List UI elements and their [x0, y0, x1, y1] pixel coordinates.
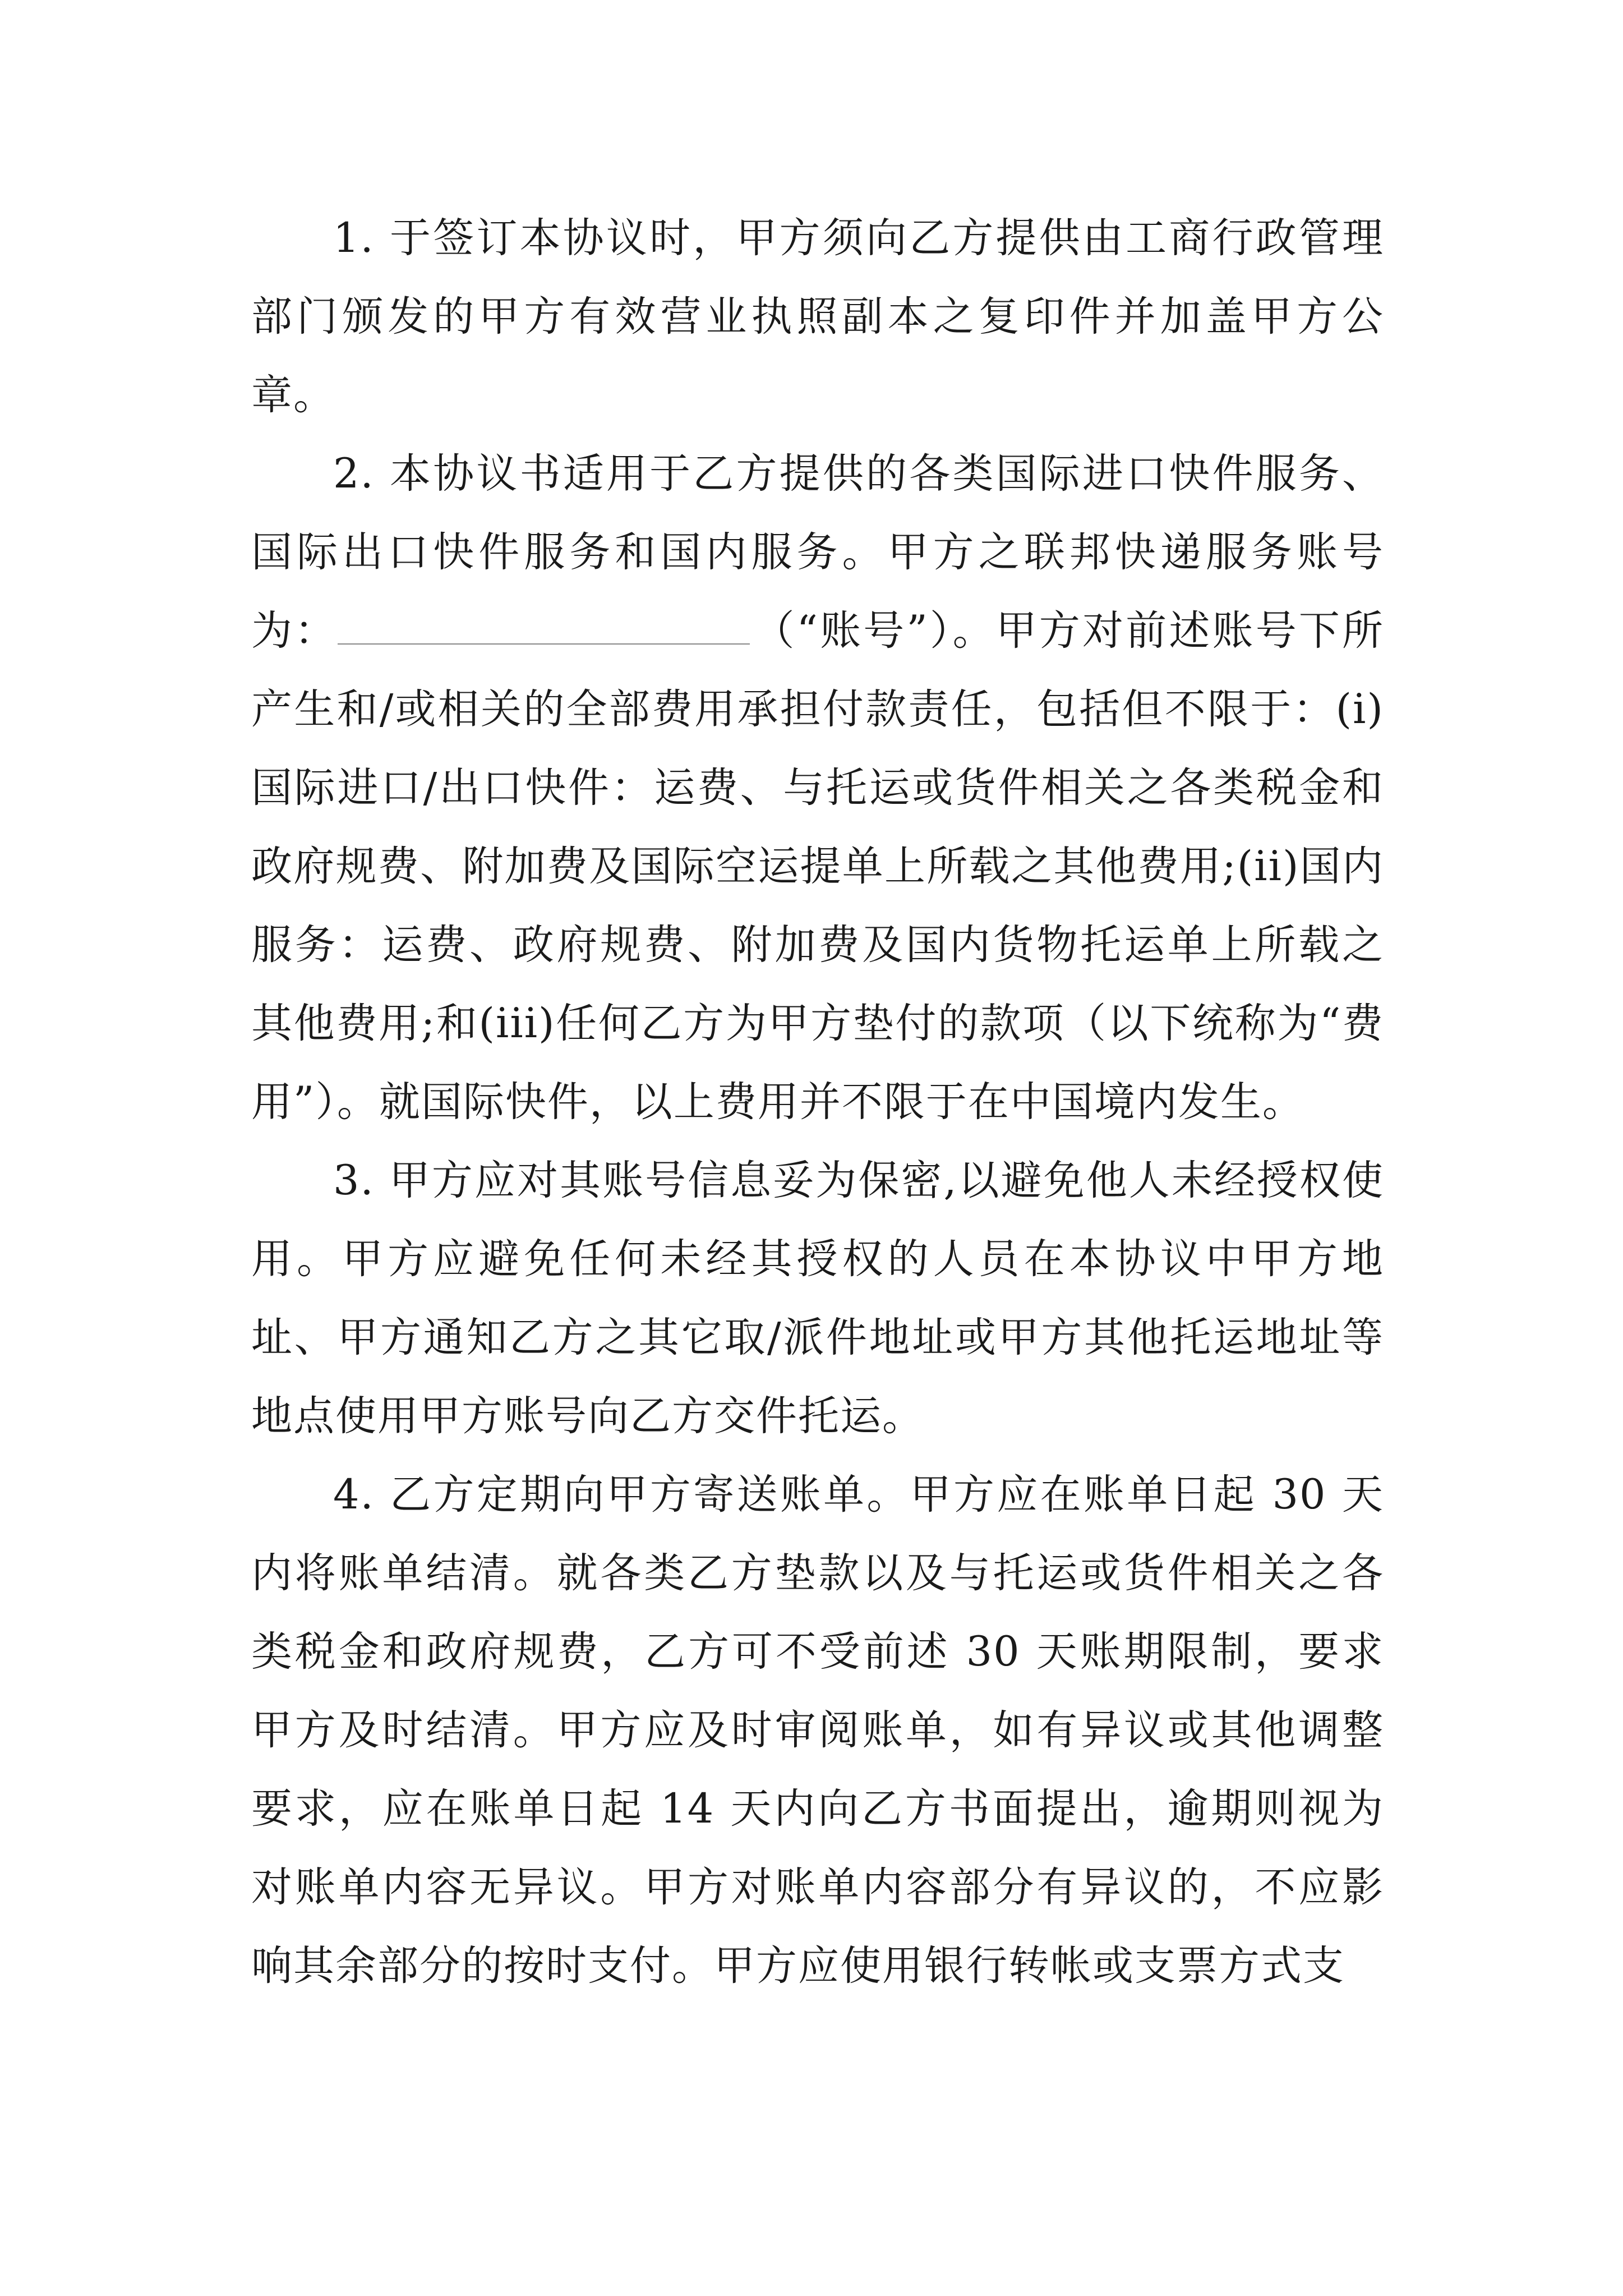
- paragraph-2-text-after: （“账号”）。甲方对前述账号下所产生和/或相关的全部费用承担付款责任，包括但不限于：(i)国际进口/出口快件：运费、与托运或货件相关之各类税金和政府规费、附加费及国际空运提单上所载之其他费用;(ii)国内服务：运费、政府规费、附加费及国内货物托运单上所载之其他费用;和(iii)任何乙方为甲方垫付的款项（以下统称为“费用”）。就国际快件，以上费用并不限于在中国境内发生。: [251, 607, 1385, 1126]
- paragraph-2: [251, 435, 1384, 1142]
- account-number-blank: [338, 610, 750, 645]
- paragraph-2-text-before: 2. 本协议书适用于乙方提供的各类国际进口快件服务、国际出口快件服务和国内服务。甲方之联邦快递服务账号为：: [251, 450, 1384, 655]
- document-body: [251, 199, 1384, 2005]
- paragraph-4: 4. 乙方定期向甲方寄送账单。甲方应在账单日起 30 天内将账单结清。就各类乙方垫款以及与托运或货件相关之各类税金和政府规费，乙方可不受前述 30 天账期限制，要求甲方及时结清。甲方应及时审阅账单，如有异议或其他调整要求，应在账单日起 14 天内向乙方书面提出，逾期则视为对账单内容无异议。甲方对账单内容部分有异议的，不应影响其余部分的按时支付。甲方应使用银行转帐或支票方式支: [251, 1471, 1384, 1990]
- paragraph-1: 1. 于签订本协议时，甲方须向乙方提供由工商行政管理部门颁发的甲方有效营业执照副本之复印件并加盖甲方公章。: [251, 214, 1384, 419]
- paragraph-3: 3. 甲方应对其账号信息妥为保密,以避免他人未经授权使用。甲方应避免任何未经其授权的人员在本协议中甲方地址、甲方通知乙方之其它取/派件地址或甲方其他托运地址等地点使用甲方账号向乙方交件托运。: [251, 1157, 1384, 1440]
